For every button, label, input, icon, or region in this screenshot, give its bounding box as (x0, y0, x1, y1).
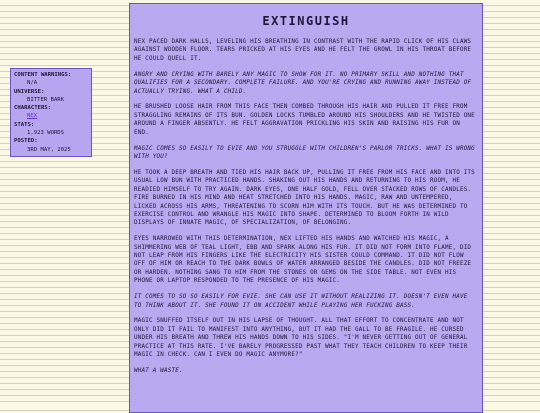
stats-label: STATS: (14, 121, 35, 128)
story-paragraph-thought: ANGRY AND CRYING WITH BARELY ANY MAGIC TO SHOW FOR IT. NO PRIMARY SKILL AND NOTHING THAT QUALIFIES FOR A SECONDARY. COMPLETE FAILURE. AND YOU'RE CRYING AND RUNNING AWAY INSTEAD OF ACTUALLY TRYING. WHAT A CHILD. (134, 71, 472, 95)
universe-label: UNIVERSE: (14, 88, 45, 95)
character-link-nex[interactable]: NEX (27, 113, 38, 120)
universe-value: BITTER BARK (27, 96, 65, 103)
content-warnings-label: CONTENT WARNINGS: (14, 72, 72, 78)
story-paragraph: EYES NARROWED WITH THIS DETERMINATION, NEX LIFTED HIS HANDS AND WATCHED HIS MAGIC, A SHIMMERING WEB OF TEAL LIGHT, EBB AND SPARK ALONG HIS FUR. IT DID NOT FORM INTO FLAME, DID NOT LEAP FROM HIS FINGERS LIKE THE ELECTRICITY HIS SISTER COULD COMMAND. IT DID NOT FLOW OFF OF HIM OR REACH TO THE DARK BOWLS OF WATER ARRANGED BESIDE THE CANDLES. DID NOT FREEZE OR HARDEN. NOTHING SANG TO HIM FROM THE STONES OR GEMS ON THE SIDE TABLE. NOT EVEN HIS PHONE OR LAPTOP RESPONDED TO THE PRESENCE OF HIS MAGIC. (134, 236, 472, 285)
story-paragraph: MAGIC SNUFFED ITSELF OUT IN HIS LAPSE OF THOUGHT. ALL THAT EFFORT TO CONCENTRATE AND NOT ONLY DID IT FAIL TO MANIFEST INTO ANYTHING, BUT IT HAD THE GALL TO BE FRAGILE. HE CURSED UNDER HIS BREATH AND THREW HIS HANDS DOWN TO HIS SIDES. "I'M NEVER GETTING OUT OF GENERAL PRACTICE AT THIS RATE. I'VE BARELY PROGRESSED PAST WHAT THEY TEACH CHILDREN TO KEEP THEIR MAGIC IN CHECK. CAN I EVEN DO MAGIC ANYMORE?" (134, 318, 468, 359)
story-paragraph: HE TOOK A DEEP BREATH AND TIED HIS HAIR BACK UP, PULLING IT FREE FROM HIS FACE AND INTO ITS USUAL LOW BUN WITH PRACTICED HANDS. SHAKING OUT HIS HANDS AND RETURNING TO HIS ROOM, HE READIED HIMSELF TO TRY AGAIN. DARK EYES, ONE HALF GOLD, FELL OVER STACKED ROWS OF CANDLES. FIRE BURNED IN HIS MIND AND HEAT STRETCHED INTO HIS HANDS. MAGIC, RAW AND UNTEMPERED, LICKED ACROSS HIS ARMS, THREATENING TO SCORN HIM WITH ITS TOUCH. BUT HE WAS DETERMINED TO EXERCISE CONTROL AND WRANGLE HIS MAGIC INTO SHAPE. DETERMINED TO BLOOM FORTH IN WILD DISPLAYS OF INNATE MAGIC, OF SPECIALIZATION, OF BELONGING. (134, 169, 475, 227)
story-paragraph: NEX PACED DARK HALLS, LEVELING HIS BREATHING IN CONTRAST WITH THE RAPID CLICK OF HIS CLAWS AGAINST WOODEN FLOOR. TEARS PRICKED AT HIS EYES AND HE FELT THE GROWL IN HIS THROAT BEFORE HE COULD QUELL IT. (134, 39, 472, 62)
story-paragraph: HE BRUSHED LOOSE HAIR FROM THIS FACE THEN COMBED THROUGH HIS HAIR AND PULLED IT FREE FROM STRAGGLING REMAINS OF ITS BUN. GOLDEN LOCKS TUMBLED AROUND HIS SHOULDERS AND HE TWISTED ONE AROUND A FINGER ABSENTLY. HE FELT AGGRAVATION PRICKLING HIS SKIN AND RAISING HIS FUR ON END. (134, 104, 475, 136)
characters-label: CHARACTERS: (14, 105, 52, 112)
posted-label: POSTED: (14, 138, 38, 145)
story-info-sidebar (10, 68, 92, 157)
story-paragraph-thought: MAGIC COMES SO EASILY TO EVIE AND YOU STRUGGLE WITH CHILDREN'S PARLOR TRICKS. WHAT IS WRONG WITH YOU? (134, 145, 475, 160)
story-paragraph-thought: IT COMES TO SO SO EASILY FOR EVIE. SHE CAN USE IT WITHOUT REALIZING IT. DOESN'T EVEN HAVE TO THINK ABOUT IT. SHE FOUND IT ON ACCIDENT WHILE PLAYING HER FUCKING BASS. (134, 294, 468, 309)
story-content-panel[interactable] (129, 3, 483, 413)
story-title: EXTINGUISH (262, 14, 350, 28)
word-count: 1,923 WORDS (27, 130, 65, 137)
story-paragraph-thought: WHAT A WASTE. (134, 368, 183, 374)
posted-date: 3RD MAY, 2025 (27, 146, 71, 153)
content-warnings-value: N/A (27, 80, 38, 87)
